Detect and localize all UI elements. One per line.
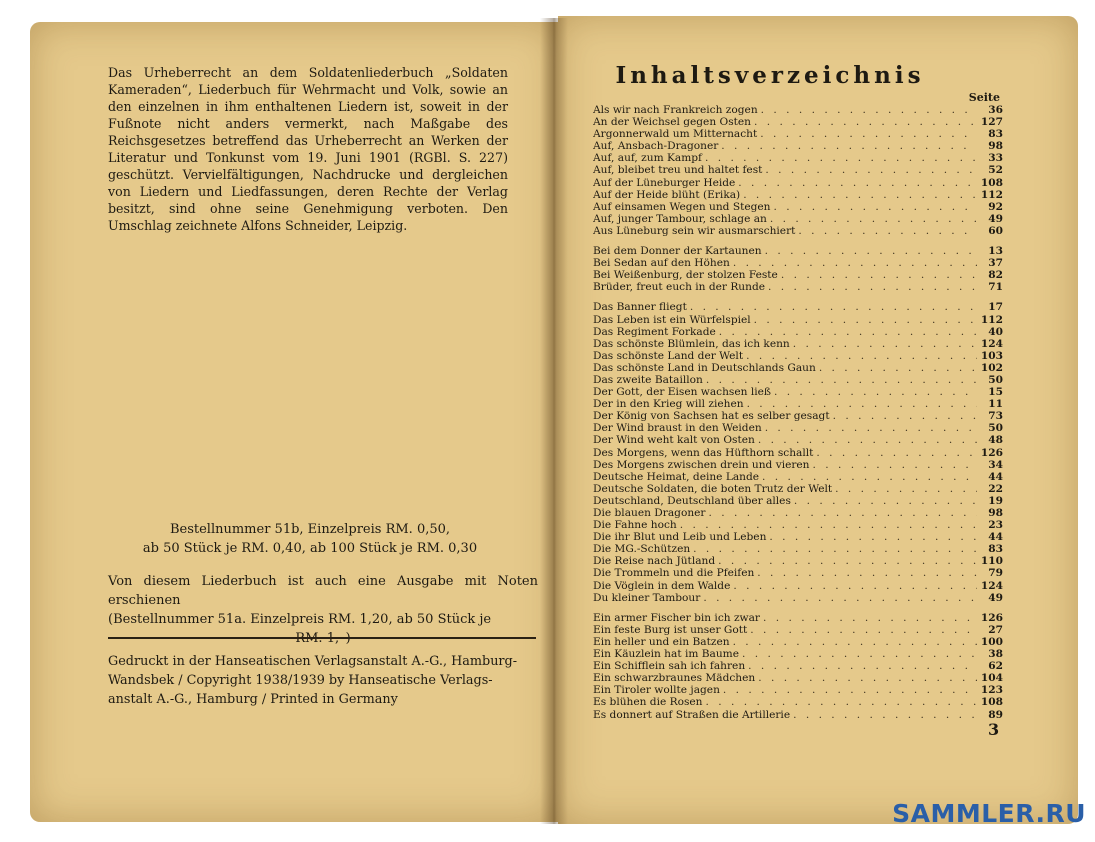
copyright-notice: Das Urheberrecht an dem Soldatenliederbuch „Soldaten Kameraden“, Liederbuch für Wehrmacht und Volk, sowie an den einzelnen in ihm enthaltenen Liedern ist, soweit in der Fußnote nicht anders vermerkt, nach Maßgabe des Reichsgesetzes betreffend das Urheberrecht an Werken der Literatur und Tonkunst vom 19. Juni 1901 (RGBl. S. 227) geschützt. Vervielfältigungen, Nachdrucke und dergleichen von Liedern und Liedfassungen, deren Rechte der Verlag besitzt, sind ohne seine Genehmigung verboten. Den Umschlag zeichnete Alfons Schneider, Leipzig. — [108, 65, 508, 233]
toc-entry — [593, 507, 1003, 519]
imprint-line: Gedruckt in der Hanseatischen Verlagsanstalt A.-G., Hamburg- — [108, 654, 518, 669]
toc-entry-title: Das schönste Blümlein, das ich kenn — [593, 337, 790, 350]
toc-leader-dots — [762, 164, 977, 176]
toc-entry — [593, 696, 1003, 708]
toc-entry-page: 83 — [988, 543, 1003, 556]
toc-entry-title: Die Reise nach Jütland — [593, 555, 716, 568]
toc-entry — [593, 116, 1003, 128]
toc-entry-page: 108 — [980, 696, 1003, 709]
toc-entry-page: 98 — [988, 140, 1003, 153]
toc-entry-page: 62 — [988, 660, 1003, 673]
toc-leader-dots — [718, 140, 977, 152]
toc-leader-dots — [720, 684, 977, 696]
toc-leader-dots — [751, 314, 977, 326]
toc-leader-dots — [690, 543, 977, 555]
toc-entry-page: 112 — [980, 313, 1003, 326]
toc-entry-page: 36 — [988, 104, 1003, 116]
toc-leader-dots — [759, 471, 977, 483]
toc-entry-page: 102 — [980, 361, 1003, 374]
toc-leader-dots — [715, 555, 977, 567]
toc-entry-title: Du kleiner Tambour — [593, 591, 701, 604]
toc-entry-title: Auf, junger Tambour, schlage an — [593, 212, 767, 225]
toc-entry-page: 13 — [988, 245, 1003, 258]
toc-entry-title: Bei dem Donner der Kartaunen — [593, 245, 762, 258]
toc-entry-title: Das Leben ist ein Würfelspiel — [593, 313, 751, 326]
toc-entry — [593, 213, 1003, 225]
order-line: ab 50 Stück je RM. 0,40, ab 100 Stück je RM. 0,30 — [142, 541, 478, 556]
toc-entry-page: 73 — [988, 410, 1003, 423]
toc-entry-page: 11 — [988, 398, 1003, 411]
toc-leader-dots — [747, 624, 977, 636]
toc-entry-page: 50 — [988, 373, 1003, 386]
seite-column-header: Seite — [968, 91, 1000, 104]
printer-imprint — [108, 652, 538, 709]
toc-entry-page: 100 — [980, 635, 1003, 648]
toc-entry-page: 126 — [980, 611, 1003, 624]
toc-entry-page: 27 — [988, 623, 1003, 636]
toc-leader-dots — [744, 398, 977, 410]
toc-entry-page: 37 — [988, 257, 1003, 270]
toc-entry — [593, 672, 1003, 684]
imprint-line: anstalt A.-G., Hamburg / Printed in Germany — [108, 692, 398, 707]
toc-entry-page: 71 — [988, 281, 1003, 294]
toc-entry — [593, 660, 1003, 672]
toc-entry-title: Der Wind braust in den Weiden — [593, 422, 762, 435]
toc-entry-title: Deutschland, Deutschland über alles — [593, 494, 791, 507]
toc-leader-dots — [832, 483, 977, 495]
toc-entry — [593, 636, 1003, 648]
toc-leader-dots — [702, 152, 977, 164]
toc-entry-title: Als wir nach Frankreich zogen — [593, 104, 758, 116]
toc-entry-title: Des Morgens zwischen drein und vieren — [593, 458, 810, 471]
toc-entry-title: Auf der Lüneburger Heide — [593, 176, 736, 189]
toc-entry — [593, 245, 1003, 257]
toc-entry-page: 89 — [988, 708, 1003, 721]
toc-leader-dots — [778, 269, 977, 281]
toc-leader-dots — [790, 709, 977, 721]
toc-entry-page: 50 — [988, 422, 1003, 435]
toc-entry-page: 123 — [980, 684, 1003, 697]
toc-entry-page: 38 — [988, 648, 1003, 661]
imprint-line: Wandsbek / Copyright 1938/1939 by Hanseatische Verlags- — [108, 673, 493, 688]
toc-entry-page: 60 — [988, 224, 1003, 237]
toc-leader-dots — [760, 612, 977, 624]
toc-entry — [593, 543, 1003, 555]
toc-entry-title: Ein Tiroler wollte jagen — [593, 684, 720, 697]
toc-entry — [593, 326, 1003, 338]
toc-entry-title: Des Morgens, wenn das Hüfthorn schallt — [593, 446, 814, 459]
toc-leader-dots — [816, 362, 977, 374]
toc-entry-title: Argonnerwald um Mitternacht — [593, 128, 758, 141]
toc-entry-page: 124 — [980, 579, 1003, 592]
toc-entry-title: Ein Schifflein sah ich fahren — [593, 660, 746, 673]
toc-entry — [593, 447, 1003, 459]
toc-leader-dots — [740, 189, 977, 201]
toc-entry — [593, 225, 1003, 237]
toc-entry — [593, 459, 1003, 471]
toc-entry-page: 49 — [988, 212, 1003, 225]
toc-entry-title: Die Vöglein in dem Walde — [593, 579, 731, 592]
toc-entry-title: Das Regiment Forkade — [593, 325, 716, 338]
toc-group — [593, 301, 1003, 603]
toc-entry-title: Deutsche Soldaten, die boten Trutz der Welt — [593, 482, 833, 495]
toc-leader-dots — [762, 245, 977, 257]
watermark: SAMMLER.RU — [892, 799, 1086, 828]
toc-entry-title: Die ihr Blut und Leib und Leben — [593, 531, 767, 544]
toc-entry — [593, 386, 1003, 398]
toc-entry-title: Deutsche Heimat, deine Lande — [593, 470, 760, 483]
toc-entry-title: Auf, bleibet treu und haltet fest — [593, 164, 763, 177]
toc-entry — [593, 140, 1003, 152]
toc-entry-title: Das Banner fliegt — [593, 301, 687, 314]
toc-entry-title: Die blauen Dragoner — [593, 507, 706, 519]
toc-entry-title: Bei Sedan auf den Höhen — [593, 257, 730, 270]
toc-entry-title: Ein feste Burg ist unser Gott — [593, 623, 748, 636]
toc-entry — [593, 281, 1003, 293]
toc-entry — [593, 177, 1003, 189]
toc-leader-dots — [755, 672, 977, 684]
toc-entry-title: Die Fahne hoch — [593, 519, 677, 532]
toc-entry — [593, 338, 1003, 350]
toc-entry-title: Der Wind weht kalt von Osten — [593, 434, 755, 447]
toc-entry-page: 98 — [988, 507, 1003, 519]
toc-entry — [593, 410, 1003, 422]
toc-entry-title: Der in den Krieg will ziehen — [593, 398, 744, 411]
toc-group — [593, 245, 1003, 293]
toc-leader-dots — [757, 128, 977, 140]
toc-entry-page: 49 — [988, 591, 1003, 604]
note-line: Von diesem Liederbuch ist auch eine Ausgabe mit Noten erschienen — [108, 574, 538, 608]
toc-entry — [593, 201, 1003, 213]
toc-entry-title: Ein Käuzlein hat im Baume — [593, 648, 739, 661]
toc-entry-page: 104 — [980, 672, 1003, 685]
toc-entry-page: 19 — [988, 494, 1003, 507]
toc-entry-page: 34 — [988, 458, 1003, 471]
book-gutter — [540, 18, 568, 824]
toc-leader-dots — [830, 410, 977, 422]
toc-leader-dots — [771, 201, 978, 213]
toc-entry — [593, 301, 1003, 313]
table-of-contents — [593, 104, 1003, 729]
toc-entry-page: 44 — [988, 531, 1003, 544]
toc-entry-title: Der Gott, der Eisen wachsen ließ — [593, 386, 771, 399]
toc-leader-dots — [765, 281, 977, 293]
toc-entry — [593, 531, 1003, 543]
toc-group — [593, 612, 1003, 721]
toc-entry — [593, 164, 1003, 176]
toc-entry-title: Ein heller und ein Batzen — [593, 635, 730, 648]
toc-entry — [593, 189, 1003, 201]
toc-entry-page: 52 — [988, 164, 1003, 177]
toc-entry — [593, 483, 1003, 495]
toc-leader-dots — [758, 104, 977, 116]
toc-leader-dots — [771, 386, 977, 398]
toc-entry — [593, 269, 1003, 281]
toc-entry-page: 124 — [980, 337, 1003, 350]
toc-entry — [593, 257, 1003, 269]
toc-entry — [593, 495, 1003, 507]
toc-entry-page: 15 — [988, 386, 1003, 399]
toc-entry-title: An der Weichsel gegen Osten — [593, 116, 751, 129]
toc-entry — [593, 709, 1003, 721]
toc-entry-page: 44 — [988, 470, 1003, 483]
toc-entry-title: Auf, auf, zum Kampf — [593, 152, 702, 165]
toc-entry-title: Brüder, freut euch in der Runde — [593, 281, 766, 294]
toc-entry — [593, 624, 1003, 636]
toc-entry-page: 103 — [980, 349, 1003, 362]
toc-entry — [593, 648, 1003, 660]
toc-leader-dots — [810, 459, 977, 471]
toc-leader-dots — [754, 567, 977, 579]
toc-entry-title: Die Trommeln und die Pfeifen — [593, 567, 755, 580]
toc-entry-title: Ein armer Fischer bin ich zwar — [593, 611, 760, 624]
toc-entry-title: Auf, Ansbach-Dragoner — [593, 140, 719, 153]
divider-rule — [108, 637, 536, 639]
toc-entry-title: Es blühen die Rosen — [593, 696, 703, 709]
toc-entry-page: 82 — [988, 269, 1003, 282]
toc-entry — [593, 152, 1003, 164]
toc-entry — [593, 519, 1003, 531]
toc-entry-page: 108 — [980, 176, 1003, 189]
order-info — [90, 520, 530, 558]
toc-entry-title: Das schönste Land der Welt — [593, 349, 744, 362]
toc-leader-dots — [766, 531, 977, 543]
toc-leader-dots — [716, 326, 977, 338]
toc-leader-dots — [791, 495, 977, 507]
toc-entry — [593, 555, 1003, 567]
toc-leader-dots — [762, 422, 977, 434]
toc-entry — [593, 362, 1003, 374]
toc-leader-dots — [755, 434, 977, 446]
toc-entry-title: Die MG.-Schützen — [593, 543, 691, 556]
toc-entry — [593, 422, 1003, 434]
toc-entry-page: 17 — [988, 301, 1003, 314]
toc-entry-title: Das schönste Land in Deutschlands Gaun — [593, 361, 816, 374]
toc-entry — [593, 612, 1003, 624]
note-line: (Bestellnummer 51a. Einzelpreis RM. 1,20, ab 50 Stück je — [108, 612, 492, 627]
toc-entry — [593, 567, 1003, 579]
toc-entry-page: 83 — [988, 128, 1003, 141]
toc-entry — [593, 684, 1003, 696]
toc-leader-dots — [730, 580, 977, 592]
toc-entry-page: 127 — [980, 116, 1003, 129]
toc-entry-page: 40 — [988, 325, 1003, 338]
toc-leader-dots — [703, 374, 977, 386]
toc-entry-title: Der König von Sachsen hat es selber gesagt — [593, 410, 830, 423]
toc-leader-dots — [687, 301, 977, 313]
toc-leader-dots — [703, 696, 977, 708]
toc-entry-page: 33 — [988, 152, 1003, 165]
toc-entry-title: Auf der Heide blüht (Erika) — [593, 188, 741, 201]
toc-leader-dots — [739, 648, 977, 660]
toc-entry — [593, 104, 1003, 116]
toc-entry — [593, 314, 1003, 326]
toc-entry-page: 48 — [988, 434, 1003, 447]
toc-entry — [593, 434, 1003, 446]
page-number: 3 — [988, 720, 1000, 739]
toc-title: Inhaltsverzeichnis — [615, 62, 925, 89]
toc-entry — [593, 128, 1003, 140]
toc-leader-dots — [730, 257, 977, 269]
toc-entry — [593, 398, 1003, 410]
toc-leader-dots — [767, 213, 977, 225]
toc-entry-page: 110 — [980, 555, 1003, 568]
toc-entry — [593, 471, 1003, 483]
toc-leader-dots — [790, 338, 977, 350]
toc-leader-dots — [743, 350, 977, 362]
toc-entry — [593, 374, 1003, 386]
toc-entry — [593, 592, 1003, 604]
toc-leader-dots — [735, 177, 977, 189]
toc-entry — [593, 580, 1003, 592]
toc-entry-title: Aus Lüneburg sein wir ausmarschiert — [593, 224, 796, 237]
toc-leader-dots — [745, 660, 977, 672]
toc-entry-page: 126 — [980, 446, 1003, 459]
toc-leader-dots — [795, 225, 977, 237]
toc-entry-page: 92 — [988, 200, 1003, 213]
toc-entry-title: Es donnert auf Straßen die Artillerie — [593, 708, 791, 721]
toc-entry-title: Das zweite Bataillon — [593, 373, 703, 386]
toc-leader-dots — [751, 116, 977, 128]
toc-leader-dots — [700, 592, 977, 604]
toc-entry-title: Ein schwarzbraunes Mädchen — [593, 672, 756, 685]
toc-entry — [593, 350, 1003, 362]
toc-entry-title: Auf einsamen Wegen und Stegen — [593, 200, 771, 213]
toc-entry-page: 79 — [988, 567, 1003, 580]
toc-leader-dots — [677, 519, 977, 531]
toc-leader-dots — [813, 447, 977, 459]
note-line: RM. 1,–) — [295, 631, 351, 646]
toc-entry-page: 22 — [988, 482, 1003, 495]
toc-entry-title: Bei Weißenburg, der stolzen Feste — [593, 269, 778, 282]
toc-entry-page: 23 — [988, 519, 1003, 532]
toc-entry-page: 112 — [980, 188, 1003, 201]
toc-group — [593, 104, 1003, 237]
order-line: Bestellnummer 51b, Einzelpreis RM. 0,50, — [169, 522, 451, 537]
toc-leader-dots — [730, 636, 977, 648]
toc-leader-dots — [705, 507, 977, 519]
